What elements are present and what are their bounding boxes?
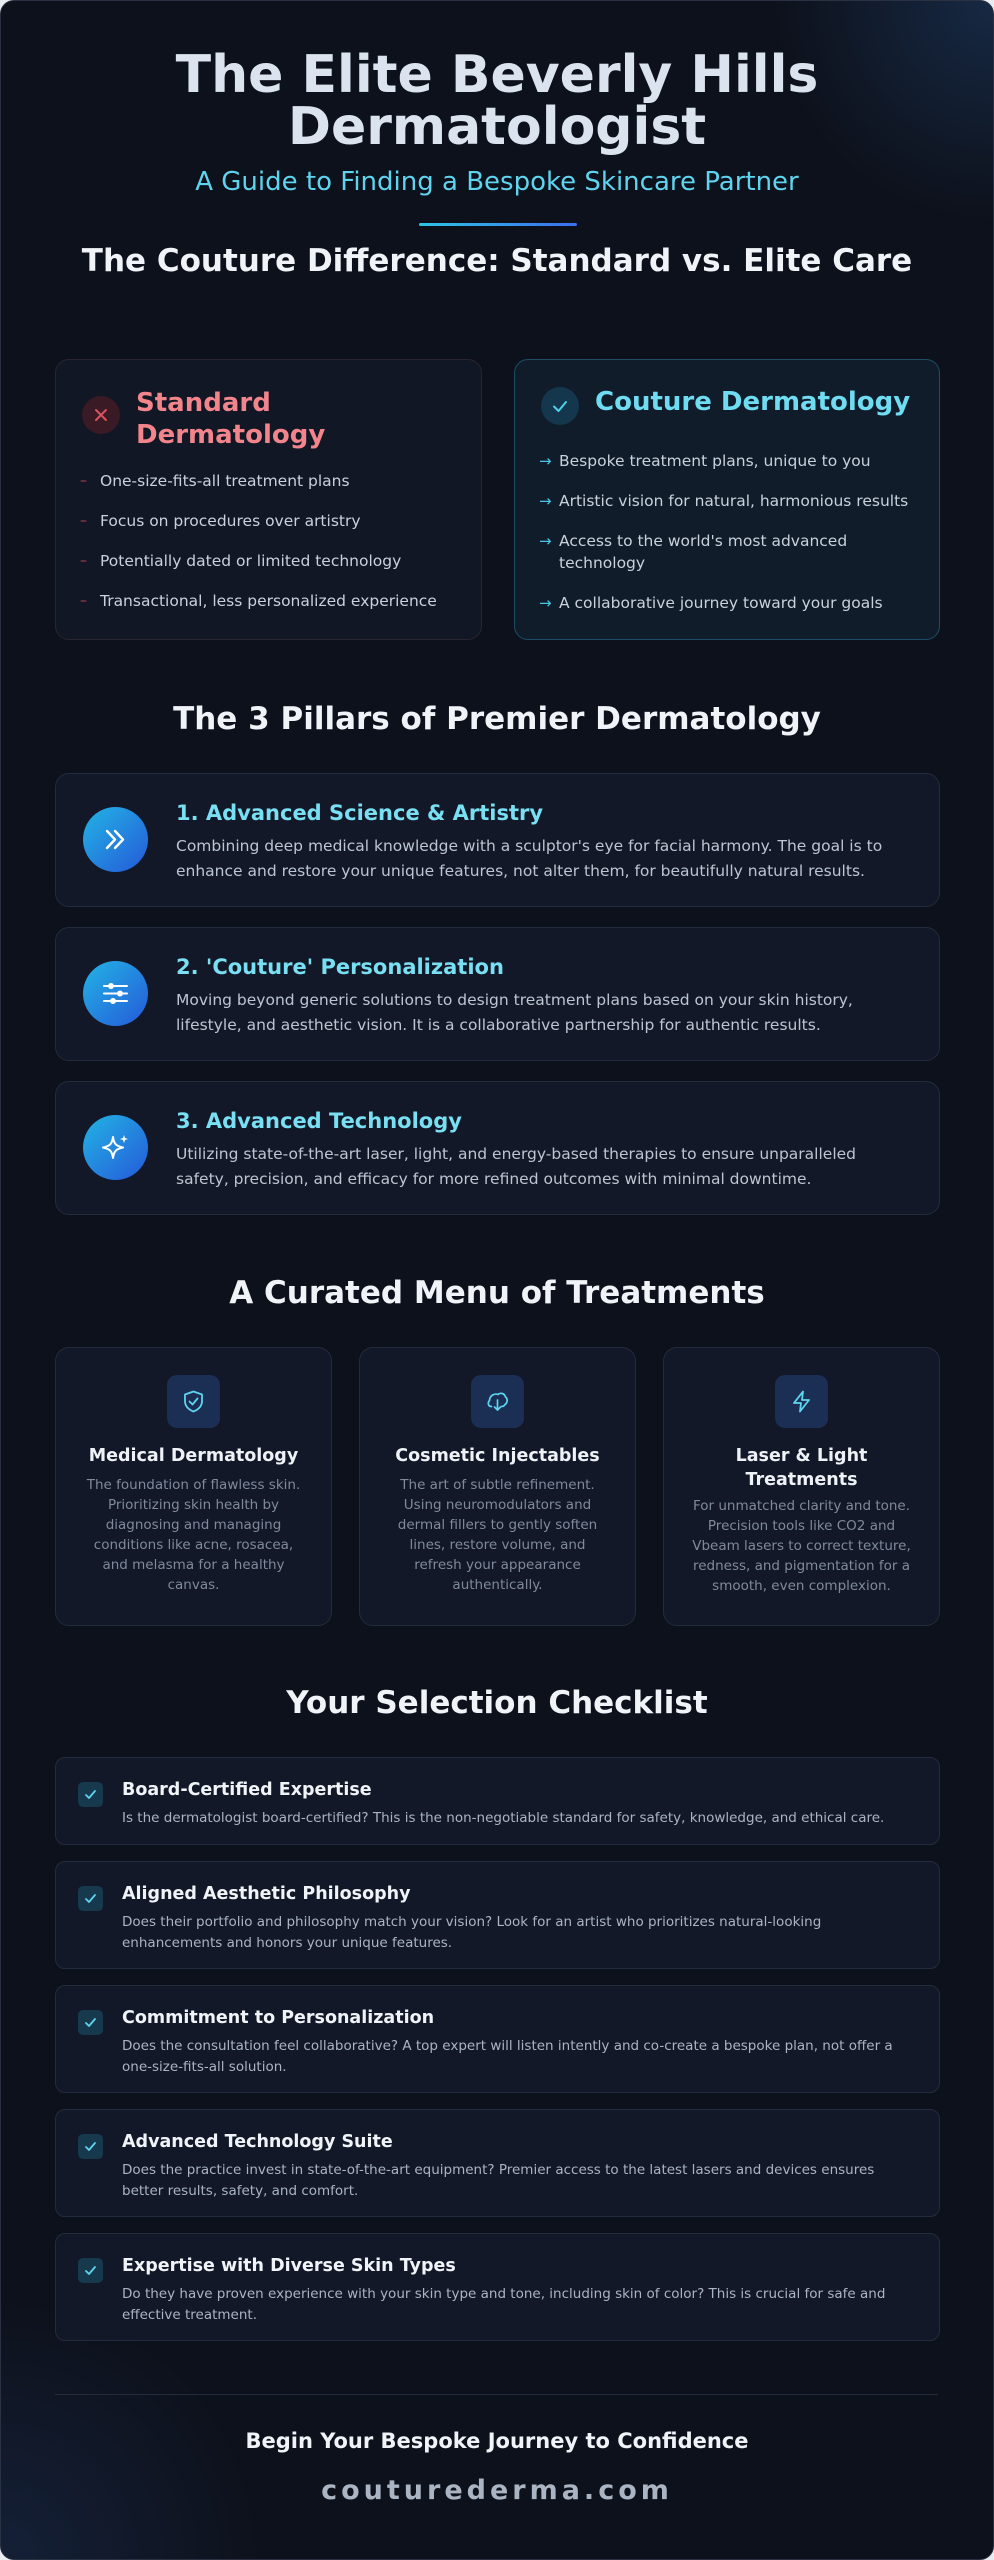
standard-item xyxy=(80,510,437,550)
couture-item xyxy=(539,592,919,614)
treatment-title-line1: Laser & Light xyxy=(735,1446,868,1466)
page-title-line1: The Elite Beverly Hills xyxy=(175,45,819,105)
checklist-item xyxy=(55,2109,940,2217)
pillar-card xyxy=(55,773,940,907)
couture-item-text: Artistic vision for natural, harmonious results xyxy=(559,492,909,510)
couture-title: Couture Dermatology xyxy=(595,387,911,417)
checkbox-checked-icon xyxy=(78,2258,103,2283)
x-icon xyxy=(82,396,120,434)
treatment-desc: For unmatched clarity and tone. Precision tools like CO2 and Vbeam lasers to correct texture, redness, and pigmentation for a smooth, even complexion. xyxy=(692,1498,911,1594)
pillar-title: 2. 'Couture' Personalization xyxy=(176,955,504,979)
checkbox-checked-icon xyxy=(78,2134,103,2159)
standard-list xyxy=(80,470,437,630)
checklist-desc: Does the consultation feel collaborative? A top expert will listen intently and co-create a bespoke plan, not offer a one-size-fits-all solution. xyxy=(122,2038,893,2075)
arrow-right-icon: → xyxy=(539,452,552,470)
standard-item xyxy=(80,470,437,510)
checklist-desc: Does the practice invest in state-of-the-art equipment? Premier access to the latest lasers and devices ensures better results, safety, and comfort. xyxy=(122,2162,875,2199)
checklist-item xyxy=(55,1861,940,1969)
treatment-title-line2: Treatments xyxy=(745,1470,858,1490)
checklist-heading: Your Selection Checklist xyxy=(286,1685,708,1721)
arrow-right-icon: → xyxy=(539,532,552,550)
checklist-item xyxy=(55,1985,940,2093)
pillar-title: 3. Advanced Technology xyxy=(176,1109,462,1133)
pillars-heading: The 3 Pillars of Premier Dermatology xyxy=(173,701,821,737)
treatment-desc: The foundation of flawless skin. Prioritizing skin health by diagnosing and managing conditions like acne, rosacea, and melasma for a healthy canvas. xyxy=(86,1477,301,1593)
pillar-card xyxy=(55,927,940,1061)
standard-title-line2: Dermatology xyxy=(136,420,326,450)
footer-divider xyxy=(55,2394,938,2395)
pillar-desc: Moving beyond generic solutions to design treatment plans based on your skin history, lifestyle, and aesthetic vision. It is a collaborative partnership for authentic results. xyxy=(176,991,853,1034)
pillar-desc: Utilizing state-of-the-art laser, light, and energy-based therapies to ensure unparalleled safety, precision, and efficacy for more refined outcomes with minimal downtime. xyxy=(176,1145,857,1188)
standard-title-line1: Standard xyxy=(136,388,271,418)
comparison-heading: The Couture Difference: Standard vs. Elite Care xyxy=(81,243,913,279)
couture-item xyxy=(539,530,919,574)
checklist-title: Commitment to Personalization xyxy=(122,2008,435,2028)
standard-item-text: Potentially dated or limited technology xyxy=(100,552,402,570)
standard-card xyxy=(55,359,482,640)
couture-item xyxy=(539,490,919,512)
checklist-desc: Is the dermatologist board-certified? This is the non-negotiable standard for safety, knowledge, and ethical care. xyxy=(122,1810,885,1826)
treatment-card xyxy=(55,1347,332,1626)
couture-list xyxy=(539,450,919,632)
arrow-right-icon: → xyxy=(539,492,552,510)
standard-item-text: Focus on procedures over artistry xyxy=(100,512,361,530)
checkbox-checked-icon xyxy=(78,1886,103,1911)
footer-cta: Begin Your Bespoke Journey to Confidence xyxy=(245,2429,749,2453)
checklist-item xyxy=(55,2233,940,2341)
dash-icon: – xyxy=(80,513,87,529)
standard-item-text: One-size-fits-all treatment plans xyxy=(100,472,350,490)
dash-icon: – xyxy=(80,473,87,489)
couture-item-text: Bespoke treatment plans, unique to you xyxy=(559,452,871,470)
standard-item xyxy=(80,550,437,590)
checklist-title: Advanced Technology Suite xyxy=(122,2132,393,2152)
checklist-title: Aligned Aesthetic Philosophy xyxy=(122,1884,411,1904)
lightning-icon xyxy=(775,1375,828,1428)
checkbox-checked-icon xyxy=(78,1782,103,1807)
checklist-title: Board-Certified Expertise xyxy=(122,1780,372,1800)
checkbox-checked-icon xyxy=(78,2010,103,2035)
checklist-title: Expertise with Diverse Skin Types xyxy=(122,2256,456,2276)
checklist-desc: Do they have proven experience with your skin type and tone, including skin of color? This is crucial for safe and effective treatment. xyxy=(122,2286,886,2323)
treatment-title: Medical Dermatology xyxy=(88,1446,299,1466)
footer-website-link[interactable]: couturederma.com xyxy=(321,2475,673,2506)
chevrons-right-icon xyxy=(83,807,148,872)
dash-icon: – xyxy=(80,553,87,569)
sparkles-icon xyxy=(83,1115,148,1180)
pillar-card xyxy=(55,1081,940,1215)
check-icon xyxy=(541,387,579,425)
couture-item xyxy=(539,450,919,472)
arrow-right-icon: → xyxy=(539,594,552,612)
treatment-title: Cosmetic Injectables xyxy=(395,1446,600,1466)
dash-icon: – xyxy=(80,593,87,609)
standard-item xyxy=(80,590,437,630)
title-divider xyxy=(419,223,577,226)
checklist-item xyxy=(55,1757,940,1845)
couture-item-text: Access to the world's most advanced technology xyxy=(559,532,848,572)
couture-item-text: A collaborative journey toward your goals xyxy=(559,594,883,612)
couture-card xyxy=(514,359,940,640)
pillar-title: 1. Advanced Science & Artistry xyxy=(176,801,544,825)
treatment-desc: The art of subtle refinement. Using neuromodulators and dermal fillers to gently soften lines, restore volume, and refresh your appearance authentically. xyxy=(397,1477,598,1593)
treatment-card xyxy=(359,1347,636,1626)
page-subtitle: A Guide to Finding a Bespoke Skincare Partner xyxy=(195,167,799,197)
page-title xyxy=(1,45,993,157)
treatments-heading: A Curated Menu of Treatments xyxy=(229,1275,765,1311)
page-title-line2: Dermatologist xyxy=(287,97,707,157)
checklist-desc: Does their portfolio and philosophy match your vision? Look for an artist who prioritizes natural-looking enhancements and honors your unique features. xyxy=(122,1914,822,1951)
syringe-icon xyxy=(471,1375,524,1428)
standard-title xyxy=(136,387,456,451)
pillar-desc: Combining deep medical knowledge with a sculptor's eye for facial harmony. The goal is to enhance and restore your unique features, not alter them, for beautifully natural results. xyxy=(176,837,883,880)
standard-item-text: Transactional, less personalized experience xyxy=(100,592,437,610)
treatment-title xyxy=(674,1444,929,1492)
treatment-card xyxy=(663,1347,940,1626)
shield-check-icon xyxy=(167,1375,220,1428)
sliders-icon xyxy=(83,961,148,1026)
